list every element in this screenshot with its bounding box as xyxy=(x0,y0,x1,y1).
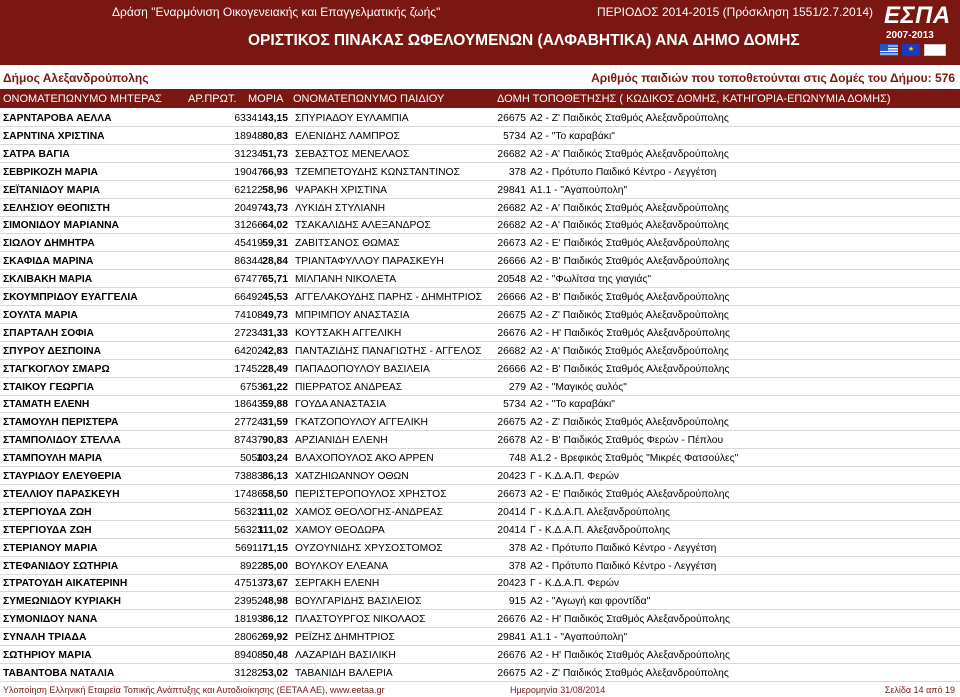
child-name: ΜΙΛΠΑΝΗ ΝΙΚΟΛΕΤΑ xyxy=(295,274,397,286)
child-name: ΛΥΚΙΔΗ ΣΤΥΛΙΑΝΗ xyxy=(295,202,386,214)
period-label: ΠΕΡΙΟΔΟΣ 2014-2015 (Πρόσκληση 1551/2.7.2014) xyxy=(597,5,874,19)
child-name: ΤΡΙΑΝΤΑΦΥΛΛΟΥ ΠΑΡΑΣΚΕΥΗ xyxy=(295,256,444,268)
structure-name: Α2 - Α' Παιδικός Σταθμός Αλεξανδρούπολης xyxy=(530,345,729,357)
structure-name: Α2 - Ζ' Παιδικός Σταθμός Αλεξανδρούπολης xyxy=(530,309,729,321)
score-value: 90,83 xyxy=(262,435,288,447)
structure-code: 20423 xyxy=(497,471,526,482)
mother-name: ΣΠΥΡΟΥ ΔΕΣΠΟΙΝΑ xyxy=(3,345,102,357)
col-structure: ΔΟΜΗ ΤΟΠΟΘΕΤΗΣΗΣ ( ΚΩΔΙΚΟΣ ΔΟΜΗΣ, ΚΑΤΗΓΟΡΙΑ-ΕΠΩΝΥΜΙΑ ΔΟΜΗΣ) xyxy=(497,93,891,105)
mother-name: ΣΑΡΝΤΑΡΟΒΑ ΑΕΛΛΑ xyxy=(3,113,112,124)
score-value: 58,96 xyxy=(262,184,288,196)
structure-code: 26666 xyxy=(497,363,526,375)
structure-code: 26676 xyxy=(497,614,526,626)
mother-name: ΣΕΛΗΣΙΟΥ ΘΕΟΠΙΣΤΗ xyxy=(3,202,110,214)
structure-name: Α2 - Η' Παιδικός Σταθμός Αλεξανδρούπολης xyxy=(530,650,730,661)
score-value: 58,50 xyxy=(262,488,288,500)
structure-code: 26682 xyxy=(497,148,526,160)
child-name: ΕΛΕΝΙΔΗΣ ΛΑΜΠΡΟΣ xyxy=(295,130,400,142)
structure-name: Α2 - Ε' Παιδικός Σταθμός Αλεξανδρούπολης xyxy=(530,488,730,500)
score-value: 86,12 xyxy=(262,614,288,626)
structure-code: 20423 xyxy=(497,578,526,590)
mother-name: ΣΩΤΗΡΙΟΥ ΜΑΡΙΑ xyxy=(3,650,92,661)
score-value: 50,48 xyxy=(262,650,288,661)
table-row xyxy=(0,575,960,592)
score-value: 71,15 xyxy=(262,542,288,554)
table-row xyxy=(0,146,960,163)
table-row xyxy=(0,164,960,181)
table-row xyxy=(0,325,960,342)
program-name: Δράση "Εναρμόνιση Οικογενειακής και Επαγγελματικής ζωής" xyxy=(112,5,441,19)
table-row xyxy=(0,647,960,664)
structure-code: 915 xyxy=(508,596,526,608)
table-row xyxy=(0,611,960,628)
table-row xyxy=(0,200,960,217)
mother-name: ΣΚΛΙΒΑΚΗ ΜΑΡΙΑ xyxy=(3,274,93,286)
table-row xyxy=(0,235,960,252)
structure-name: Α2 - "Μαγικός αυλός" xyxy=(530,381,627,393)
score-value: 86,13 xyxy=(262,471,288,482)
table-row xyxy=(0,217,960,234)
protocol-number: 18193 xyxy=(234,614,263,626)
mother-name: ΣΥΜΟΝΙΔΟΥ ΝΑΝΑ xyxy=(3,614,98,626)
score-value: 61,22 xyxy=(262,381,288,393)
structure-code: 29841 xyxy=(497,184,526,196)
mother-name: ΣΤΑΜΑΤΗ ΕΛΕΝΗ xyxy=(3,399,90,411)
child-name: ΒΟΥΛΓΑΡΙΔΗΣ ΒΑΣΙΛΕΙΟΣ xyxy=(295,596,422,608)
structure-code: 20548 xyxy=(497,274,526,286)
mother-name: ΣΤΕΡΙΑΝΟΥ ΜΑΡΙΑ xyxy=(3,542,98,554)
top-banner xyxy=(0,0,960,65)
structure-code: 26682 xyxy=(497,202,526,214)
structure-code: 26673 xyxy=(497,488,526,500)
score-value: 45,53 xyxy=(262,292,288,303)
child-name: ΣΕΒΑΣΤΟΣ ΜΕΝΕΛΑΟΣ xyxy=(295,148,410,160)
mother-name: ΣΑΤΡΑ ΒΑΓΙΑ xyxy=(3,148,70,160)
espa-logo-text: ΕΣΠΑ xyxy=(884,2,951,29)
child-name: ΖΑΒΙΤΣΑΝΟΣ ΘΩΜΑΣ xyxy=(295,238,400,250)
child-name: ΓΚΑΤΖΟΠΟΥΛΟΥ ΑΓΓΕΛΙΚΗ xyxy=(295,417,428,429)
page-footer xyxy=(0,682,960,697)
structure-name: Α2 - Ε' Παιδικός Σταθμός Αλεξανδρούπολης xyxy=(530,238,730,250)
score-value: 43,15 xyxy=(262,113,288,124)
child-name: ΧΑΜΟΥ ΘΕΟΔΩΡΑ xyxy=(295,524,385,536)
structure-name: Α2 - Β' Παιδικός Σταθμός Αλεξανδρούπολης xyxy=(530,256,730,268)
structure-name: Α1.2 - Βρεφικός Σταθμός "Μικρές Φατσούλες" xyxy=(530,453,739,465)
structure-name: Α1.1 - "Αγαπούπολη" xyxy=(530,632,628,644)
eu-flag-icon: ★ xyxy=(902,44,920,56)
child-name: ΠΕΡΙΣΤΕΡΟΠΟΥΛΟΣ ΧΡΗΣΤΟΣ xyxy=(295,488,447,500)
protocol-number: 74108 xyxy=(234,309,263,321)
protocol-number: 27234 xyxy=(234,327,263,339)
structure-code: 26666 xyxy=(497,256,526,268)
protocol-number: 31234 xyxy=(234,148,263,160)
table-row xyxy=(0,593,960,610)
mother-name: ΣΥΜΕΩΝΙΔΟΥ ΚΥΡΙΑΚΗ xyxy=(3,596,121,608)
table-row xyxy=(0,361,960,378)
structure-name: Α2 - Α' Παιδικός Σταθμός Αλεξανδρούπολης xyxy=(530,148,729,160)
mother-name: ΣΟΥΛΤΑ ΜΑΡΙΑ xyxy=(3,309,78,321)
score-value: 59,88 xyxy=(262,399,288,411)
protocol-number: 17486 xyxy=(234,488,263,500)
structure-name: Α2 - Η' Παιδικός Σταθμός Αλεξανδρούπολης xyxy=(530,614,730,626)
flags xyxy=(880,44,952,56)
table-row xyxy=(0,128,960,145)
child-name: ΑΡΖΙΑΝΙΔΗ ΕΛΕΝΗ xyxy=(295,435,388,447)
protocol-number: 67477 xyxy=(234,274,263,286)
structure-name: Α2 - "Το καραβάκι" xyxy=(530,399,615,411)
info-bar xyxy=(0,65,960,90)
structure-code: 26678 xyxy=(497,435,526,447)
score-value: 66,93 xyxy=(262,166,288,178)
child-name: ΠΑΝΤΑΖΙΔΗΣ ΠΑΝΑΓΙΩΤΗΣ - ΑΓΓΕΛΟΣ xyxy=(295,345,482,357)
protocol-number: 87437 xyxy=(234,435,263,447)
score-value: 42,83 xyxy=(262,345,288,357)
mother-name: ΣΤΑΜΠΟΥΛΗ ΜΑΡΙΑ xyxy=(3,453,103,465)
score-value: 73,67 xyxy=(262,578,288,590)
table-row xyxy=(0,504,960,521)
structure-name: Α2 - Β' Παιδικός Σταθμός Αλεξανδρούπολης xyxy=(530,363,730,375)
mother-name: ΣΤΑΥΡΙΔΟΥ ΕΛΕΥΘΕΡΙΑ xyxy=(3,471,122,482)
structure-code: 378 xyxy=(508,166,526,178)
mother-name: ΣΑΡΝΤΙΝΑ ΧΡΙΣΤΙΝΑ xyxy=(3,130,105,142)
structure-code: 26676 xyxy=(497,650,526,661)
score-value: 65,71 xyxy=(262,274,288,286)
protocol-number: 18948 xyxy=(234,130,263,142)
protocol-number: 64202 xyxy=(234,345,263,357)
mother-name: ΣΤΑΙΚΟΥ ΓΕΩΡΓΙΑ xyxy=(3,381,95,393)
structure-name: Α2 - Α' Παιδικός Σταθμός Αλεξανδρούπολης xyxy=(530,202,729,214)
protocol-number: 66492 xyxy=(234,292,263,303)
protocol-number: 45419 xyxy=(234,238,263,250)
protocol-number: 5054 xyxy=(240,453,263,465)
mother-name: ΣΤΕΛΛΙΟΥ ΠΑΡΑΣΚΕΥΗ xyxy=(3,488,120,500)
protocol-number: 19047 xyxy=(234,166,263,178)
score-value: 43,73 xyxy=(262,202,288,214)
structure-name: Α2 - "Αγωγή και φροντίδα" xyxy=(530,596,651,608)
child-name: ΣΕΡΓΑΚΗ ΕΛΕΝΗ xyxy=(295,578,380,590)
table-row xyxy=(0,522,960,539)
score-value: 103,24 xyxy=(256,453,288,465)
mother-name: ΣΤΕΦΑΝΙΔΟΥ ΣΩΤΗΡΙΑ xyxy=(3,560,119,572)
table-row xyxy=(0,665,960,682)
table-row xyxy=(0,396,960,413)
table-row xyxy=(0,468,960,485)
protocol-number: 8922 xyxy=(240,560,263,572)
structure-name: Α1.1 - "Αγαπούπολη" xyxy=(530,184,628,196)
structure-code: 5734 xyxy=(503,399,526,411)
greek-flag-icon xyxy=(880,44,898,56)
score-value: 69,92 xyxy=(262,632,288,644)
espa-logo xyxy=(872,2,958,60)
child-name: ΠΙΕΡΡΑΤΟΣ ΑΝΔΡΕΑΣ xyxy=(295,381,403,393)
mother-name: ΣΙΩΛΟΥ ΔΗΜΗΤΡΑ xyxy=(3,238,95,250)
protocol-number: 31266 xyxy=(234,220,263,232)
structure-code: 378 xyxy=(508,560,526,572)
table-row xyxy=(0,110,960,127)
structure-name: Α2 - Ζ' Παιδικός Σταθμός Αλεξανδρούπολης xyxy=(530,113,729,124)
program-logo-icon xyxy=(924,44,946,56)
table-row xyxy=(0,450,960,467)
structure-code: 26675 xyxy=(497,113,526,124)
structure-name: Γ - Κ.Δ.Α.Π. Αλεξανδρούπολης xyxy=(530,506,670,518)
child-name: ΓΟΥΔΑ ΑΝΑΣΤΑΣΙΑ xyxy=(295,399,386,411)
mother-name: ΣΤΡΑΤΟΥΔΗ ΑΙΚΑΤΕΡΙΝΗ xyxy=(3,578,128,590)
structure-name: Α2 - Πρότυπο Παιδικό Κέντρο - Λεγγέτση xyxy=(530,542,717,554)
child-name: ΧΑΤΖΗΙΩΑΝΝΟΥ ΟΘΩΝ xyxy=(295,471,409,482)
score-value: 28,84 xyxy=(262,256,288,268)
mother-name: ΣΤΕΡΓΙΟΥΔΑ ΖΩΗ xyxy=(3,506,92,518)
mother-name: ΤΑΒΑΝΤΟΒΑ ΝΑΤΑΛΙΑ xyxy=(3,667,115,679)
mother-name: ΣΠΑΡΤΑΛΗ ΣΟΦΙΑ xyxy=(3,327,94,339)
child-name: ΜΠΡΙΜΠΟΥ ΑΝΑΣΤΑΣΙΑ xyxy=(295,309,410,321)
table-row xyxy=(0,629,960,646)
score-value: 31,33 xyxy=(262,327,288,339)
structure-name: Α2 - Α' Παιδικός Σταθμός Αλεξανδρούπολης xyxy=(530,220,729,232)
protocol-number: 89408 xyxy=(234,650,263,661)
score-value: 48,98 xyxy=(262,596,288,608)
protocol-number: 73883 xyxy=(234,471,263,482)
structure-code: 26682 xyxy=(497,345,526,357)
structure-code: 26666 xyxy=(497,292,526,303)
mother-name: ΣΚΟΥΜΠΡΙΔΟΥ ΕΥΑΓΓΕΛΙΑ xyxy=(3,292,138,303)
child-name: ΛΑΖΑΡΙΔΗ ΒΑΣΙΛΙΚΗ xyxy=(295,650,396,661)
protocol-number: 62122 xyxy=(234,184,263,196)
col-mother: ΟΝΟΜΑΤΕΠΩΝΥΜΟ ΜΗΤΕΡΑΣ xyxy=(3,93,162,105)
child-name: ΤΣΑΚΑΛΙΔΗΣ ΑΛΕΞΑΝΔΡΟΣ xyxy=(295,220,431,232)
structure-code: 26675 xyxy=(497,667,526,679)
structure-code: 279 xyxy=(508,381,526,393)
protocol-number: 56323 xyxy=(234,506,263,518)
structure-name: Γ - Κ.Δ.Α.Π. Φερών xyxy=(530,471,620,482)
table-row xyxy=(0,307,960,324)
score-value: 53,02 xyxy=(262,667,288,679)
protocol-number: 63341 xyxy=(234,113,263,124)
espa-logo-years: 2007-2013 xyxy=(886,30,934,41)
structure-code: 748 xyxy=(508,453,526,465)
mother-name: ΣΚΑΦΙΔΑ ΜΑΡΙΝΑ xyxy=(3,256,94,268)
mother-name: ΣΤΕΡΓΙΟΥΔΑ ΖΩΗ xyxy=(3,524,92,536)
score-value: 49,73 xyxy=(262,309,288,321)
footer-company: Υλοποίηση Ελληνική Εταιρεία Τοπικής Ανάπτυξης και Αυτοδιοίκησης (ΕΕΤΑΑ ΑΕ), www.eetaa.gr xyxy=(3,685,385,695)
table-row xyxy=(0,558,960,575)
structure-code: 26673 xyxy=(497,238,526,250)
structure-name: Α2 - Ζ' Παιδικός Σταθμός Αλεξανδρούπολης xyxy=(530,417,729,429)
child-name: ΣΠΥΡΙΑΔΟΥ ΕΥΛΑΜΠΙΑ xyxy=(295,113,409,124)
page-title: ΟΡΙΣΤΙΚΟΣ ΠΙΝΑΚΑΣ ΩΦΕΛΟΥΜΕΝΩΝ (ΑΛΦΑΒΗΤΙΚΑ) ΑΝΑ ΔΗΜΟ ΔΟΜΗΣ xyxy=(248,32,800,49)
protocol-number: 28062 xyxy=(234,632,263,644)
score-value: 51,73 xyxy=(262,148,288,160)
structure-name: Α2 - Β' Παιδικός Σταθμός Αλεξανδρούπολης xyxy=(530,292,730,303)
mother-name: ΣΕΪΤΑΝΙΔΟΥ ΜΑΡΙΑ xyxy=(3,184,100,196)
child-name: ΟΥΖΟΥΝΙΔΗΣ ΧΡΥΣΟΣΤΟΜΟΣ xyxy=(295,542,443,554)
table-row xyxy=(0,414,960,431)
col-protocol: ΑΡ.ΠΡΩΤ. xyxy=(188,93,237,105)
mother-name: ΣΥΝΑΛΗ ΤΡΙΑΔΑ xyxy=(3,632,87,644)
child-name: ΨΑΡΑΚΗ ΧΡΙΣΤΙΝΑ xyxy=(295,184,388,196)
score-value: 80,83 xyxy=(262,130,288,142)
child-name: ΤΑΒΑΝΙΔΗ ΒΑΛΕΡΙΑ xyxy=(295,667,393,679)
child-name: ΑΓΓΕΛΑΚΟΥΔΗΣ ΠΑΡΗΣ - ΔΗΜΗΤΡΙΟΣ xyxy=(295,292,482,303)
child-name: ΡΕΪΖΗΣ ΔΗΜΗΤΡΙΟΣ xyxy=(295,632,395,644)
table-row xyxy=(0,182,960,199)
child-name: ΠΛΑΣΤΟΥΡΓΟΣ ΝΙΚΟΛΑΟΣ xyxy=(295,614,426,626)
municipality-label: Δήμος Αλεξανδρούπολης xyxy=(3,71,149,85)
structure-code: 20414 xyxy=(497,506,526,518)
structure-code: 20414 xyxy=(497,524,526,536)
structure-name: Α2 - "Το καραβάκι" xyxy=(530,130,615,142)
mother-name: ΣΤΑΜΠΟΛΙΔΟΥ ΣΤΕΛΛΑ xyxy=(3,435,121,447)
structure-name: Α2 - Πρότυπο Παιδικό Κέντρο - Λεγγέτση xyxy=(530,560,717,572)
child-name: ΒΛΑΧΟΠΟΥΛΟΣ ΑΚΟ ΑΡΡΕΝ xyxy=(295,453,434,465)
table-row xyxy=(0,343,960,360)
score-value: 111,02 xyxy=(257,524,288,536)
structure-code: 26682 xyxy=(497,220,526,232)
structure-name: Α2 - Β' Παιδικός Σταθμός Φερών - Πέπλου xyxy=(530,435,724,447)
child-name: ΠΑΠΑΔΟΠΟΥΛΟΥ ΒΑΣΙΛΕΙΑ xyxy=(295,363,430,375)
protocol-number: 47513 xyxy=(234,578,263,590)
table-row xyxy=(0,379,960,396)
mother-name: ΣΙΜΟΝΙΔΟΥ ΜΑΡΙΑΝΝΑ xyxy=(3,220,119,232)
structure-code: 26675 xyxy=(497,417,526,429)
score-value: 85,00 xyxy=(262,560,288,572)
structure-name: Α2 - Πρότυπο Παιδικό Κέντρο - Λεγγέτση xyxy=(530,166,717,178)
table-header xyxy=(0,90,960,108)
table-row xyxy=(0,432,960,449)
table-row xyxy=(0,486,960,503)
table-row xyxy=(0,289,960,306)
footer-page: Σελίδα 14 από 19 xyxy=(884,685,955,695)
structure-code: 5734 xyxy=(503,130,526,142)
protocol-number: 6753 xyxy=(240,381,263,393)
score-value: 28,49 xyxy=(262,363,288,375)
protocol-number: 17452 xyxy=(234,363,263,375)
child-name: ΧΑΜΟΣ ΘΕΟΛΟΓΗΣ-ΑΝΔΡΕΑΣ xyxy=(295,506,443,518)
score-value: 59,31 xyxy=(262,238,288,250)
protocol-number: 86344 xyxy=(234,256,263,268)
table-row xyxy=(0,253,960,270)
protocol-number: 56323 xyxy=(234,524,263,536)
protocol-number: 56911 xyxy=(235,542,263,554)
protocol-number: 23952 xyxy=(234,596,263,608)
structure-code: 26676 xyxy=(497,327,526,339)
protocol-number: 27724 xyxy=(234,417,263,429)
mother-name: ΣΕΒΡΙΚΟΖΗ ΜΑΡΙΑ xyxy=(3,166,98,178)
table-row xyxy=(0,540,960,557)
table-row xyxy=(0,271,960,288)
score-value: 64,02 xyxy=(262,220,288,232)
mother-name: ΣΤΑΜΟΥΛΗ ΠΕΡΙΣΤΕΡΑ xyxy=(3,417,119,429)
protocol-number: 18643 xyxy=(234,399,263,411)
structure-name: Α2 - Η' Παιδικός Σταθμός Αλεξανδρούπολης xyxy=(530,327,730,339)
structure-code: 29841 xyxy=(497,632,526,644)
footer-date: Ημερομηνία 31/08/2014 xyxy=(510,685,606,695)
child-name: ΒΟΥΛΚΟΥ ΕΛΕΑΝΑ xyxy=(295,560,389,572)
structure-name: Α2 - "Φωλίτσα της γιαγιάς" xyxy=(530,274,651,286)
protocol-number: 31282 xyxy=(234,667,263,679)
score-value: 31,59 xyxy=(262,417,288,429)
col-score: ΜΟΡΙΑ xyxy=(248,93,284,105)
child-name: ΚΟΥΤΣΑΚΗ ΑΓΓΕΛΙΚΗ xyxy=(295,327,402,339)
col-child: ΟΝΟΜΑΤΕΠΩΝΥΜΟ ΠΑΙΔΙΟΥ xyxy=(293,93,445,105)
protocol-number: 20497 xyxy=(234,202,263,214)
score-value: 111,02 xyxy=(257,506,288,518)
structure-code: 378 xyxy=(508,542,526,554)
children-count-label: Αριθμός παιδιών που τοποθετούνται στις Δομές του Δήμου: 576 xyxy=(591,71,955,85)
structure-name: Γ - Κ.Δ.Α.Π. Φερών xyxy=(530,578,620,590)
structure-name: Γ - Κ.Δ.Α.Π. Αλεξανδρούπολης xyxy=(530,524,670,536)
structure-name: Α2 - Ζ' Παιδικός Σταθμός Αλεξανδρούπολης xyxy=(530,667,729,679)
structure-code: 26675 xyxy=(497,309,526,321)
child-name: ΤΖΕΜΠΕΤΟΥΔΗΣ ΚΩΝΣΤΑΝΤΙΝΟΣ xyxy=(295,166,460,178)
mother-name: ΣΤΑΓΚΟΓΛΟΥ ΣΜΑΡΩ xyxy=(3,363,110,375)
